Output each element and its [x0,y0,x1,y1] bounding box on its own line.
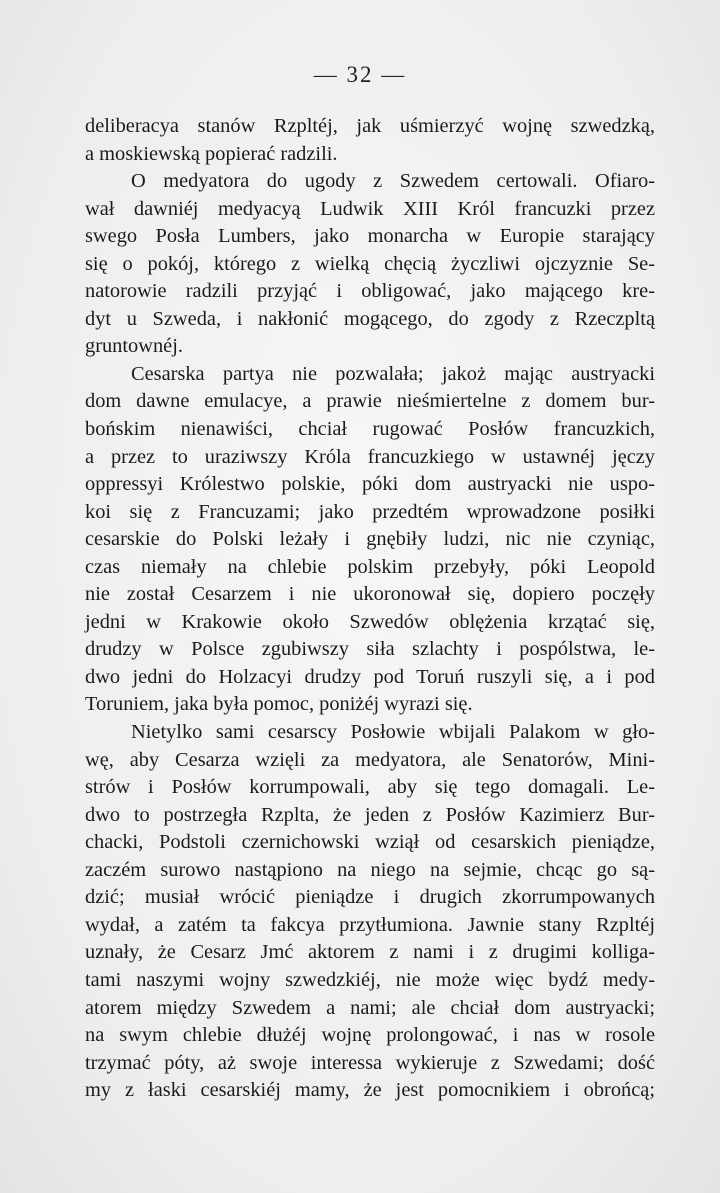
text-line: zaczém surowo nastąpiono na niego na sejmie, chcąc go są- [85,858,655,881]
text-line: Toruniem, jaka była pomoc, poniżéj wyrazi się. [85,693,473,716]
text-line: swego Posła Lumbers, jako monarcha w Europie starający [85,225,655,248]
text-line: na swym chlebie dłużéj wojnę prolongować, i nas w rosole [85,1024,655,1047]
text-line: tami naszymi wojny szwedzkiéj, nie może więc bydź medy- [85,968,655,991]
text-line: bońskim nienawiści, chciał rugować Posłów francuzkich, [85,418,655,441]
text-line: wał dawniéj medyacyą Ludwik XIII Król francuzki przez [85,197,655,220]
text-line: jedni w Krakowie około Szwedów oblężenia krzątać się, [85,610,655,633]
text-line: dyt u Szweda, i nakłonić mogącego, do zgody z Rzeczpltą [85,307,655,330]
paragraph [85,168,655,361]
text-line: a moskiewską popierać radzili. [85,142,338,165]
text-line: my z łaski cesarskiéj mamy, że jest pomocnikiem i obrońcą; [85,1079,655,1102]
text-line: Nietylko sami cesarscy Posłowie wbijali Palakom w gło- [131,721,655,744]
page-number: — 32 — [313,62,407,87]
text-line: Cesarska partya nie pozwalała; jakoż mając austryacki [131,362,655,385]
text-line: chacki, Podstoli czernichowski wziął od cesarskich pieniądze, [85,831,655,854]
text-line: natorowie radzili przyjąć i obligować, jako mającego kre- [85,280,655,303]
text-line: strów i Posłów korrumpowali, aby się tego domagali. Le- [85,776,655,799]
text-line: drudzy w Polsce zgubiwszy siła szlachty i pospólstwa, le- [85,638,655,661]
text-line: cesarskie do Polski leżały i gnębiły ludzi, nic nie czyniąc, [85,528,655,551]
text-line: dwo jedni do Holzacyi drudzy pod Toruń ruszyli się, a i pod [85,665,655,688]
text-line: oppressyi Królestwo polskie, póki dom austryacki nie uspo- [85,473,655,496]
text-line: dwo to postrzegła Rzplta, że jeden z Posłów Kazimierz Bur- [85,803,655,826]
text-line: uznały, że Cesarz Jmć aktorem z nami i z drugimi kolliga- [85,941,655,964]
text-line: gruntownéj. [85,335,183,358]
paragraph [85,719,655,1105]
text-line: trzymać póty, aż swoje interessa wykieruje z Szwedami; dość [85,1051,655,1074]
text-line: się o pokój, którego z wielką chęcią życzliwi ojczyznie Se- [85,252,655,275]
text-line: dom dawne emulacye, a prawie nieśmiertelne z domem bur- [85,390,655,413]
text-line: nie został Cesarzem i nie ukoronował się, dopiero poczęły [85,583,655,606]
text-line: a przez to uraziwszy Króla francuzkiego w ustawnéj jęczy [85,445,655,468]
text-line: wydał, a zatém ta fakcya przytłumiona. Jawnie stany Rzpltéj [85,913,655,936]
text-line: atorem między Szwedem a nami; ale chciał dom austryacki; [85,996,655,1019]
paragraph [85,113,655,168]
text-line: O medyatora do ugody z Szwedem certowali. Ofiaro- [131,170,655,193]
text-line: deliberacya stanów Rzpltéj, jak uśmierzyć wojnę szwedzką, [85,115,655,137]
body-text [85,113,655,1105]
text-line: czas niemały na chlebie polskim przebyły, póki Leopold [85,555,655,578]
text-line: koi się z Francuzami; jako przedtém wprowadzone posiłki [85,500,655,523]
paragraph [85,361,655,719]
text-line: wę, aby Cesarza wzięli za medyatora, ale Senatorów, Mini- [85,748,655,771]
text-line: dzić; musiał wrócić pieniądze i drugich zkorrumpowanych [85,886,655,909]
